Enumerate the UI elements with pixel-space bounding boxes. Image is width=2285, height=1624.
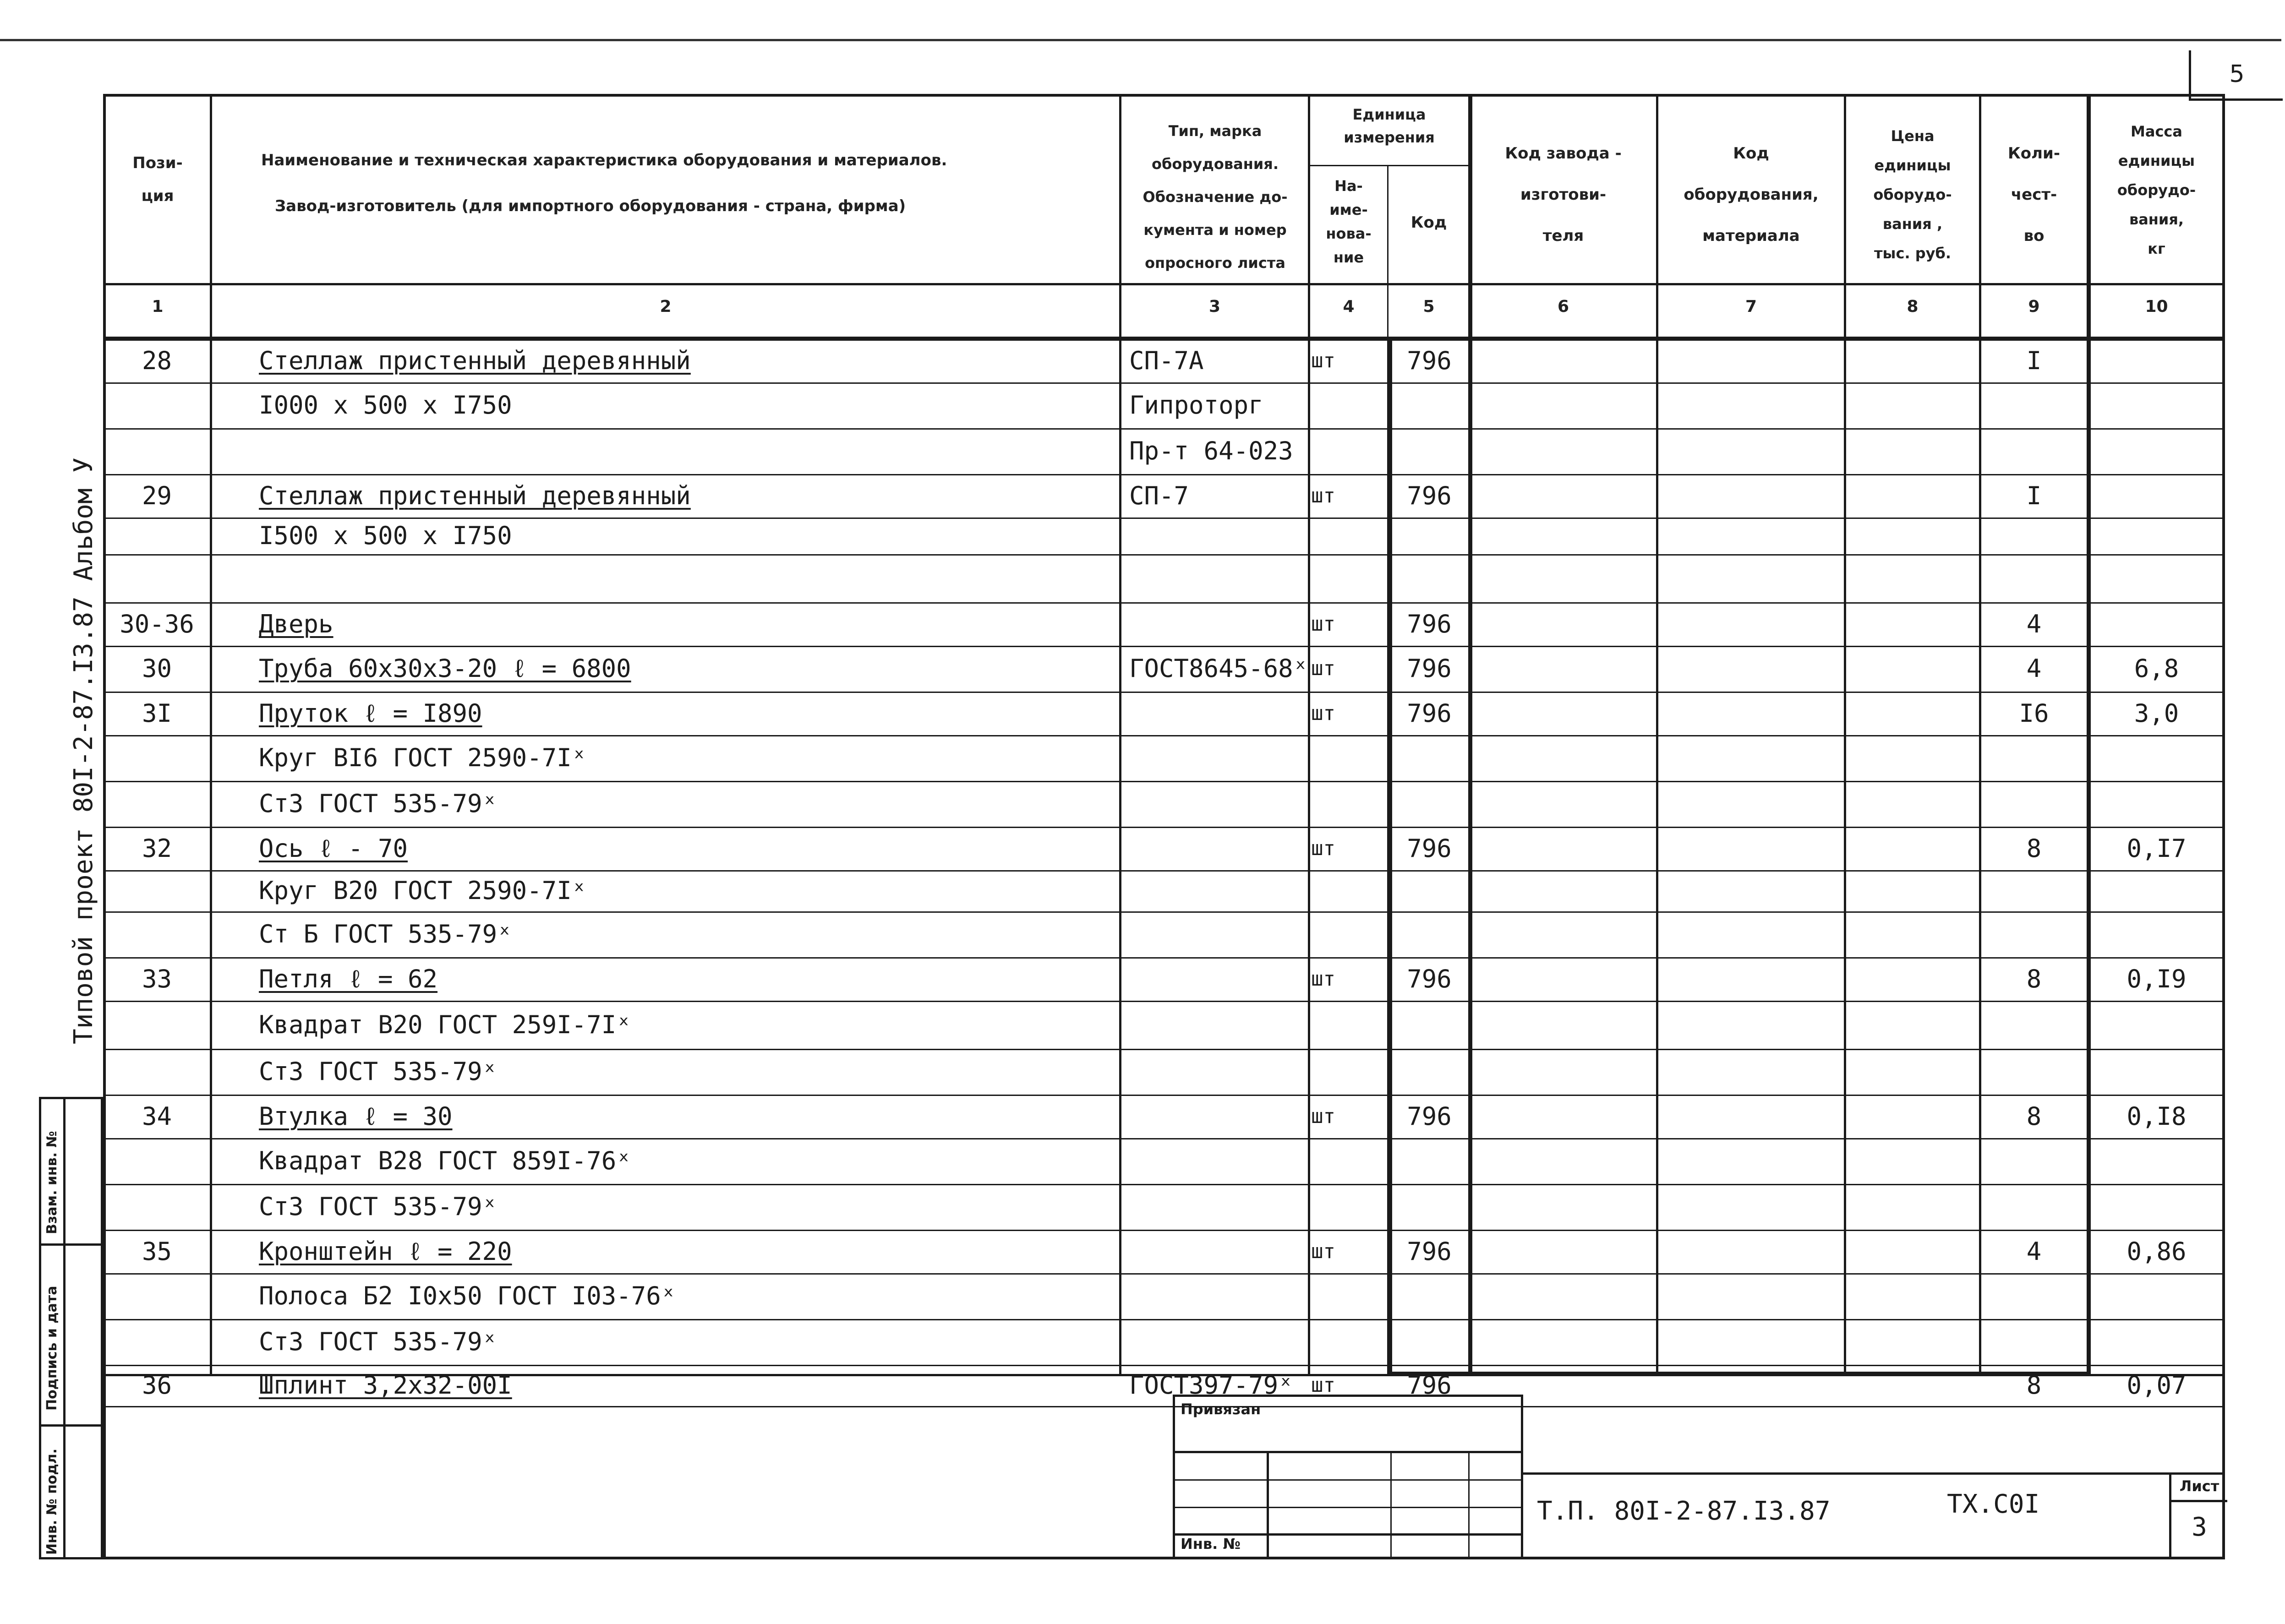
sheet-label: Лист	[2171, 1472, 2227, 1502]
row-name: Ст3 ГОСТ 535-79ˣ	[259, 1327, 497, 1356]
row-type	[1129, 957, 1308, 1001]
row-unit	[1311, 1138, 1384, 1184]
row-type: ГОСТ397-79ˣ	[1129, 1371, 1293, 1400]
row-name: Дверь	[259, 610, 333, 638]
row-pos	[108, 735, 206, 781]
row-qty	[1981, 428, 2087, 474]
row-pos	[108, 1273, 206, 1319]
row-unit	[1311, 1319, 1384, 1365]
sheet-box	[2169, 1472, 2227, 1559]
row-name: Круг BI6 ГОСТ 2590-7Iˣ	[259, 743, 587, 772]
row-unit	[1311, 428, 1384, 474]
row-qty: 8	[2026, 834, 2042, 863]
row-unit: шт	[1311, 484, 1335, 507]
row-pos	[108, 382, 206, 428]
row-mass	[2089, 870, 2224, 911]
row-pos	[108, 518, 206, 554]
row-type	[1129, 1095, 1308, 1138]
row-mass	[2089, 1319, 2224, 1365]
row-pos	[108, 1001, 206, 1049]
colnum-2: 2	[660, 297, 672, 316]
row-code	[1390, 1184, 1468, 1230]
row-pos: 32	[142, 834, 172, 863]
row-qty	[1981, 781, 2087, 827]
row-name: Ст3 ГОСТ 535-79ˣ	[259, 1057, 497, 1086]
side-label-podpis-data: Подпись и дата	[44, 1286, 60, 1411]
colnum-9: 9	[2028, 297, 2040, 316]
row-name: Шплинт 3,2х32-00I	[259, 1371, 512, 1400]
row-mass: 0,I9	[2126, 965, 2187, 993]
row-qty	[1981, 554, 2087, 602]
row-unit: шт	[1311, 1105, 1335, 1128]
row-type	[1129, 1319, 1308, 1365]
row-pos	[108, 1049, 206, 1095]
row-mass	[2089, 339, 2224, 382]
sheet-code: ТХ.С0I	[1947, 1489, 2040, 1519]
row-code	[1390, 1001, 1468, 1049]
row-qty	[1981, 735, 2087, 781]
row-code	[1390, 1049, 1468, 1095]
row-mass	[2089, 474, 2224, 518]
row-name: I000 х 500 х I750	[259, 391, 512, 420]
row-code: 796	[1407, 654, 1452, 683]
row-type	[1129, 518, 1308, 554]
row-pos	[108, 1184, 206, 1230]
row-qty: I6	[2019, 699, 2049, 728]
header-col5: Код	[1410, 213, 1447, 232]
row-unit	[1311, 870, 1384, 911]
row-qty: I	[2026, 481, 2042, 510]
row-unit: шт	[1311, 1373, 1335, 1397]
row-qty	[1981, 518, 2087, 554]
row-pos: 3I	[142, 699, 172, 728]
row-mass	[2089, 1138, 2224, 1184]
row-unit: шт	[1311, 657, 1335, 680]
row-code	[1390, 1138, 1468, 1184]
header-col8: Цена единицы оборудо- вания , тыс. руб.	[1873, 127, 1952, 262]
row-mass	[2089, 518, 2224, 554]
row-qty	[1981, 911, 2087, 957]
row-type: Гипроторг	[1129, 391, 1263, 420]
row-name	[259, 428, 1115, 474]
row-code	[1390, 554, 1468, 602]
row-mass	[2089, 781, 2224, 827]
row-mass: 0,86	[2126, 1237, 2187, 1266]
row-code: 796	[1407, 834, 1452, 863]
row-code: 796	[1407, 965, 1452, 993]
row-mass: 0,I7	[2126, 834, 2187, 863]
title-block-top	[1523, 1472, 2225, 1475]
row-name: Ось ℓ - 70	[259, 834, 408, 863]
row-code	[1390, 518, 1468, 554]
row-type	[1129, 1001, 1308, 1049]
row-qty: 4	[2026, 610, 2042, 638]
row-qty	[1981, 870, 2087, 911]
row-mass	[2089, 911, 2224, 957]
row-name: Труба 60х30х3-20 ℓ = 6800	[259, 654, 631, 683]
row-pos: 29	[142, 481, 172, 510]
row-type	[1129, 602, 1308, 646]
top-edge-line	[0, 39, 2281, 41]
colnum-5: 5	[1423, 297, 1435, 316]
row-pos	[108, 428, 206, 474]
row-unit	[1311, 1184, 1384, 1230]
colnum-1: 1	[152, 297, 164, 316]
row-code	[1390, 428, 1468, 474]
row-name: Петля ℓ = 62	[259, 965, 438, 993]
header-col6: Код завода - изготови- теля	[1505, 144, 1622, 245]
row-type	[1129, 827, 1308, 870]
row-code	[1390, 1273, 1468, 1319]
header-col4: На- име- нова- ние	[1326, 177, 1372, 266]
row-unit	[1311, 735, 1384, 781]
row-code: 796	[1407, 610, 1452, 638]
row-qty: 4	[2026, 1237, 2042, 1266]
row-name: Квадрат B20 ГОСТ 259I-7Iˣ	[259, 1010, 631, 1039]
row-mass: 0,I8	[2126, 1102, 2187, 1131]
row-pos: 35	[142, 1237, 172, 1266]
row-name: Ст3 ГОСТ 535-79ˣ	[259, 789, 497, 818]
row-code: 796	[1407, 481, 1452, 510]
row-qty	[1981, 1138, 2087, 1184]
row-type	[1129, 692, 1308, 735]
row-qty	[1981, 1184, 2087, 1230]
row-unit	[1311, 1049, 1384, 1095]
row-mass: 3,0	[2134, 699, 2179, 728]
header-unit-group: Единица измерения	[1344, 106, 1435, 146]
row-unit	[1311, 518, 1384, 554]
colnum-7: 7	[1745, 297, 1757, 316]
header-col9: Коли- чест- во	[2008, 144, 2060, 245]
row-name: Ст3 ГОСТ 535-79ˣ	[259, 1192, 497, 1221]
row-code: 796	[1407, 699, 1452, 728]
row-type: СП-7	[1129, 481, 1189, 510]
row-type: ГОСТ8645-68ˣ	[1129, 654, 1308, 683]
row-qty: 4	[2026, 654, 2042, 683]
row-code	[1390, 781, 1468, 827]
row-unit	[1311, 382, 1384, 428]
colnum-10: 10	[2145, 297, 2168, 316]
page-number: 5	[2229, 60, 2245, 88]
row-pos	[108, 1138, 206, 1184]
header-col1: Пози- ция	[132, 154, 183, 205]
row-code	[1390, 735, 1468, 781]
row-type: Пр-т 64-023	[1129, 436, 1293, 465]
side-label-vzam-inv: Взам. инв. №	[44, 1131, 60, 1234]
row-name: Стеллаж пристенный деревянный	[259, 481, 691, 510]
row-name	[259, 554, 1115, 602]
side-label-inv-podl: Инв. № подл.	[44, 1448, 60, 1555]
row-unit: шт	[1311, 967, 1335, 991]
row-type	[1129, 1273, 1308, 1319]
row-code	[1390, 911, 1468, 957]
row-unit	[1311, 781, 1384, 827]
row-type	[1129, 1049, 1308, 1095]
header-col2: Наименование и техническая характеристика оборудования и материалов. Завод-изготовитель (для импортного оборудования - страна, фирма)	[261, 151, 947, 215]
row-qty: 8	[2026, 965, 2042, 993]
row-unit: шт	[1311, 1240, 1335, 1263]
row-type	[1129, 554, 1308, 602]
row-unit: шт	[1311, 702, 1335, 725]
row-pos	[108, 1319, 206, 1365]
row-type	[1129, 781, 1308, 827]
row-mass	[2089, 428, 2224, 474]
row-qty	[1981, 1049, 2087, 1095]
row-unit	[1311, 1273, 1384, 1319]
row-code: 796	[1407, 1237, 1452, 1266]
row-type	[1129, 911, 1308, 957]
row-mass	[2089, 1049, 2224, 1095]
row-unit	[1311, 911, 1384, 957]
row-code: 796	[1407, 1102, 1452, 1131]
row-qty	[1981, 382, 2087, 428]
row-name: Квадрат B28 ГОСТ 859I-76ˣ	[259, 1146, 631, 1175]
row-qty: I	[2026, 346, 2042, 375]
row-code	[1390, 382, 1468, 428]
row-name: Пруток ℓ = I890	[259, 699, 482, 728]
row-mass	[2089, 382, 2224, 428]
row-pos: 34	[142, 1102, 172, 1131]
row-name: I500 х 500 х I750	[259, 521, 512, 550]
row-type	[1129, 870, 1308, 911]
row-mass	[2089, 1273, 2224, 1319]
row-mass: 6,8	[2134, 654, 2179, 683]
row-type	[1129, 735, 1308, 781]
privyazan-stamp	[1173, 1395, 1523, 1559]
colnum-3: 3	[1208, 297, 1221, 316]
row-pos: 30-36	[120, 610, 194, 638]
sheet-number: 3	[2192, 1512, 2207, 1542]
row-type	[1129, 1230, 1308, 1273]
header-col3: Тип, марка оборудования. Обозначение до- кумента и номер опросного листа	[1142, 122, 1288, 272]
row-mass	[2089, 602, 2224, 646]
row-qty: 8	[2026, 1102, 2042, 1131]
row-code	[1390, 1319, 1468, 1365]
header-col7: Код оборудования, материала	[1684, 144, 1819, 245]
row-pos: 30	[142, 654, 172, 683]
side-project-title: Типовой проект 80I-2-87.I3.87 Альбом У	[69, 457, 98, 1044]
row-pos	[108, 870, 206, 911]
row-name: Ст Б ГОСТ 535-79ˣ	[259, 920, 512, 948]
row-unit	[1311, 1001, 1384, 1049]
row-qty	[1981, 1319, 2087, 1365]
row-pos: 36	[142, 1371, 172, 1400]
row-mass	[2089, 1184, 2224, 1230]
row-type	[1129, 1184, 1308, 1230]
row-name: Стеллаж пристенный деревянный	[259, 346, 691, 375]
row-divider	[103, 1406, 2225, 1407]
page-number-box	[2189, 50, 2283, 101]
row-qty: 8	[2026, 1371, 2042, 1400]
doc-code: Т.П. 80I-2-87.I3.87	[1537, 1496, 1831, 1526]
header-col10: Масса единицы оборудо- вания, кг	[2117, 123, 2196, 257]
row-code: 796	[1407, 346, 1452, 375]
row-pos: 33	[142, 965, 172, 993]
row-mass	[2089, 735, 2224, 781]
inv-no-label: Инв. №	[1181, 1535, 1241, 1553]
colnum-4: 4	[1343, 297, 1355, 316]
row-unit: шт	[1311, 349, 1335, 372]
privyazan-label: Привязан	[1181, 1401, 1261, 1418]
row-name: Втулка ℓ = 30	[259, 1102, 453, 1131]
row-code	[1390, 870, 1468, 911]
row-type	[1129, 1138, 1308, 1184]
row-pos	[108, 781, 206, 827]
row-mass	[2089, 554, 2224, 602]
row-pos	[108, 911, 206, 957]
row-pos	[108, 554, 206, 602]
row-qty	[1981, 1001, 2087, 1049]
row-code: 796	[1407, 1371, 1452, 1400]
row-pos: 28	[142, 346, 172, 375]
row-qty	[1981, 1273, 2087, 1319]
row-mass: 0,07	[2126, 1371, 2187, 1400]
row-name: Круг B20 ГОСТ 2590-7Iˣ	[259, 876, 587, 905]
row-type: СП-7А	[1129, 346, 1204, 375]
row-unit	[1311, 554, 1384, 602]
row-unit: шт	[1311, 837, 1335, 860]
colnum-8: 8	[1907, 297, 1919, 316]
colnum-6: 6	[1557, 297, 1569, 316]
row-name: Полоса Б2 I0х50 ГОСТ I03-76ˣ	[259, 1281, 676, 1310]
row-name: Кронштейн ℓ = 220	[259, 1237, 512, 1266]
row-unit: шт	[1311, 612, 1335, 636]
row-mass	[2089, 1001, 2224, 1049]
